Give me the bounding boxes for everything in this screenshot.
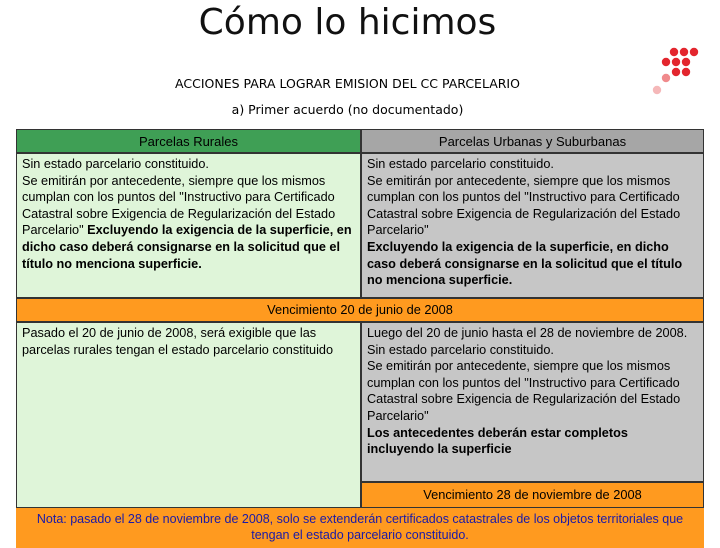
agreement-subtitle: a) Primer acuerdo (no documentado) bbox=[231, 102, 464, 117]
section-subtitle: ACCIONES PARA LOGRAR EMISION DEL CC PARCELARIO bbox=[175, 76, 520, 91]
urban-first-agreement-cell bbox=[361, 153, 704, 298]
urban2-bold-text: Los antecedentes deberán estar completos incluyendo la superficie bbox=[367, 425, 628, 457]
vencimiento-20-junio-bar: Vencimiento 20 de junio de 2008 bbox=[16, 298, 704, 322]
urban2-line-3: Se emitirán por antecedente, siempre que los mismos cumplan con los puntos del "Instructivo para Certificado Catastral sobre Exigencia de Regularización del Estado Parcelario" bbox=[367, 359, 681, 423]
rural-first-agreement-cell bbox=[16, 153, 361, 298]
vencimiento-28-noviembre-bar: Vencimiento 28 de noviembre de 2008 bbox=[361, 482, 704, 508]
page-title: Cómo lo hicimos bbox=[198, 2, 497, 43]
header-parcelas-rurales: Parcelas Rurales bbox=[16, 129, 361, 153]
urban2-line-1: Luego del 20 de junio hasta el 28 de noviembre de 2008. bbox=[367, 326, 688, 340]
urban-until-november-cell bbox=[361, 322, 704, 482]
rural-bold-text: Excluyendo la exigencia de la superficie, en dicho caso deberá consignarse en la solicitud que el título no menciona superficie. bbox=[22, 223, 352, 271]
urban-bold-text: Excluyendo la exigencia de la superficie, en dicho caso deberá consignarse en la solicitud que el título no menciona superficie. bbox=[367, 239, 683, 288]
nota-footer: Nota: pasado el 28 de noviembre de 2008, solo se extenderán certificados catastrales de los objetos territoriales que tengan el estado parcelario constituido. bbox=[16, 508, 704, 548]
rural-line-1: Sin estado parcelario constituido. bbox=[22, 157, 209, 171]
urban-line-2: Se emitirán por antecedente, siempre que los mismos cumplan con los puntos del "Instructivo para Certificado Catastral sobre Exigencia de Regularización del Estado Parcelario" bbox=[367, 173, 681, 238]
rural-after-june-cell: Pasado el 20 de junio de 2008, será exigible que las parcelas rurales tengan el estado parcelario constituido bbox=[16, 322, 361, 508]
urban-line-1: Sin estado parcelario constituido. bbox=[367, 157, 554, 171]
urban2-line-2: Sin estado parcelario constituido. bbox=[367, 342, 554, 357]
header-parcelas-urbanas: Parcelas Urbanas y Suburbanas bbox=[361, 129, 704, 153]
rural-line-2: Se emitirán por antecedente, siempre que los mismos cumplan con los puntos del "Instructivo para Certificado Catastral sobre Exigencia de Regularización del Estado Parcelario" Excluyendo la exigencia de la superficie, en dicho caso deberá consignarse en la solicitud que el título no menciona superficie. bbox=[22, 173, 352, 271]
